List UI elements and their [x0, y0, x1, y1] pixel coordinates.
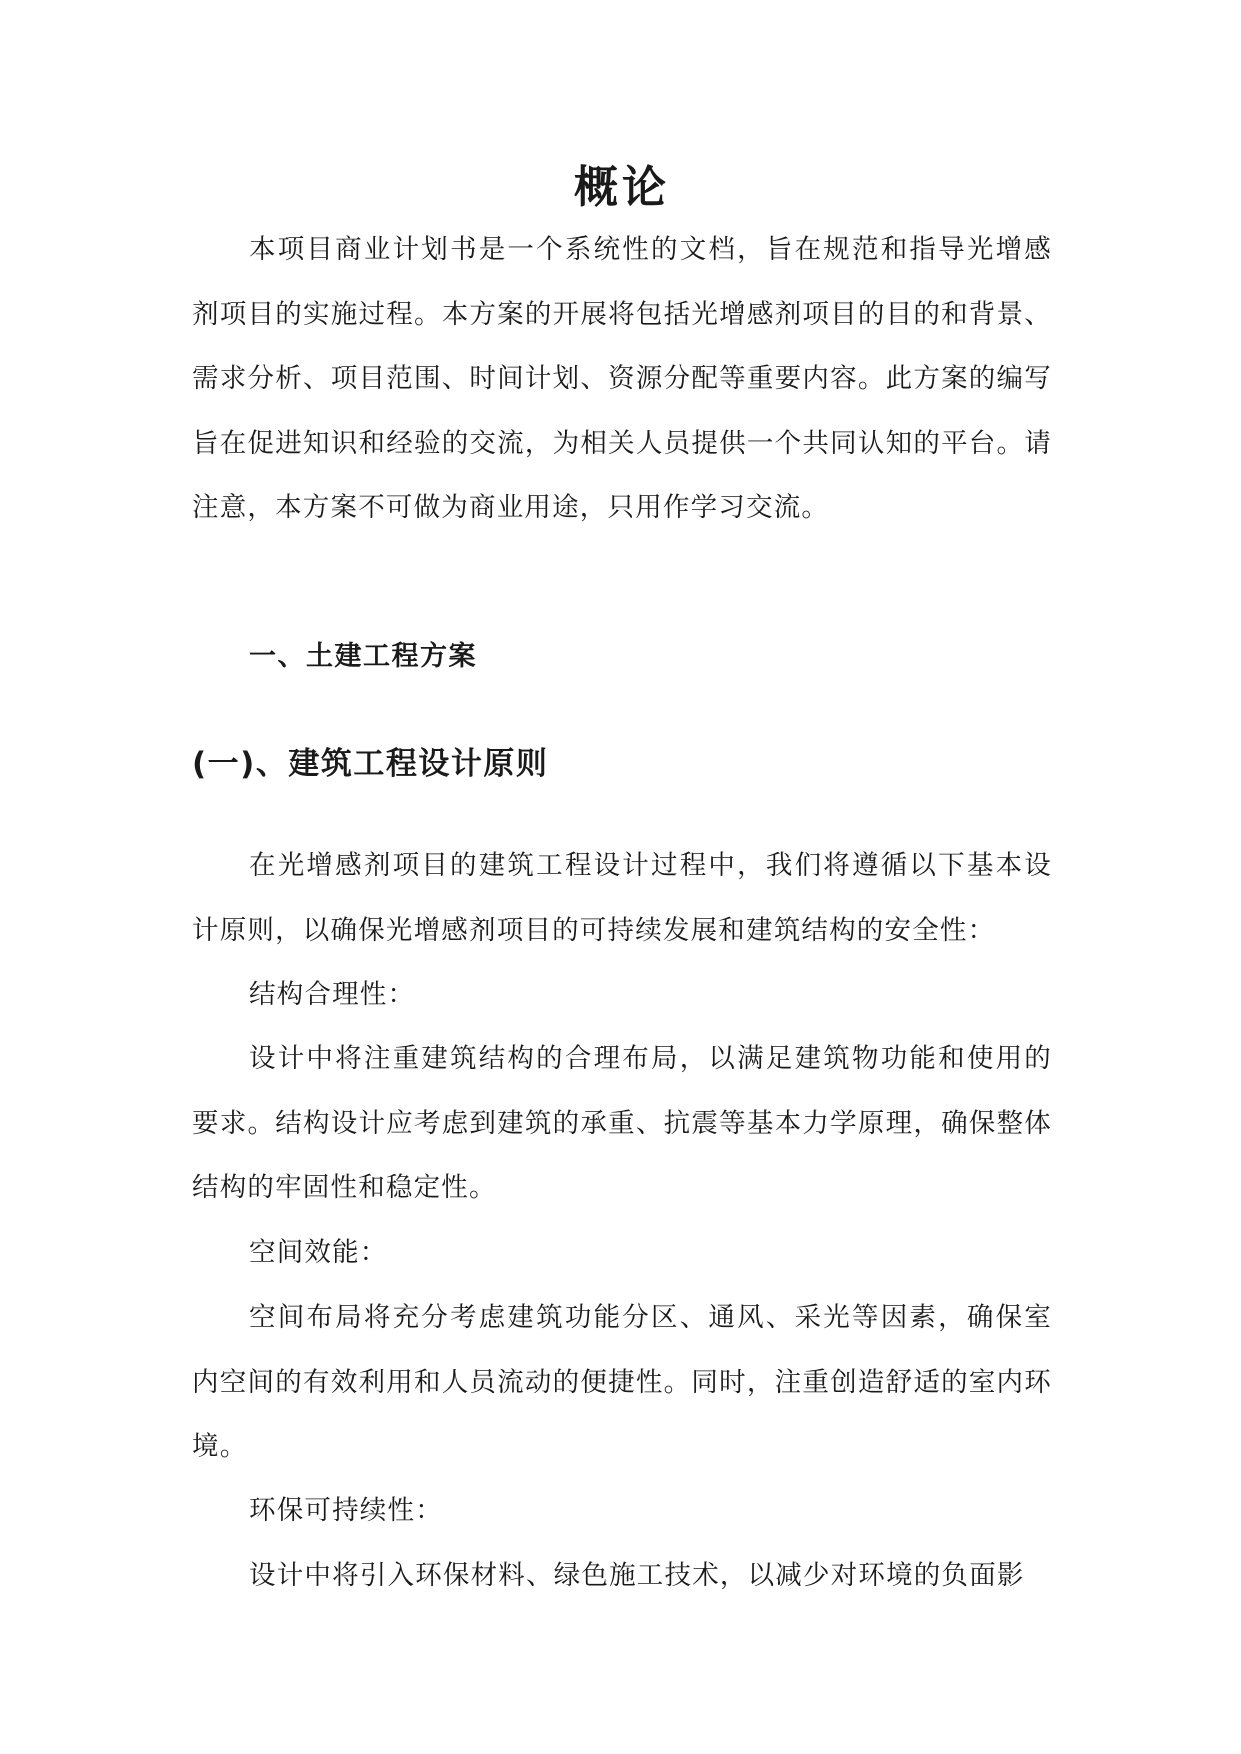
principle-text-space: 空间布局将充分考虑建筑功能分区、通风、采光等因素，确保室内空间的有效利用和人员流动的便捷性。同时，注重创造舒适的室内环境。: [192, 1302, 1052, 1462]
intro-paragraph: 本项目商业计划书是一个系统性的文档，旨在规范和指导光增感剂项目的实施过程。本方案的开展将包括光增感剂项目的目的和背景、需求分析、项目范围、时间计划、资源分配等重要内容。此方案的编写旨在促进知识和经验的交流，为相关人员提供一个共同认知的平台。请注意，本方案不可做为商业用途，只用作学习交流。: [192, 234, 1052, 523]
document-title: 概论: [574, 162, 670, 213]
principle-label-environment: 环保可持续性：: [249, 1495, 443, 1526]
subsection-intro-paragraph: 在光增感剂项目的建筑工程设计过程中，我们将遵循以下基本设计原则，以确保光增感剂项目的可持续发展和建筑结构的安全性：: [192, 850, 1052, 946]
subsection-heading: (一)、建筑工程设计原则: [192, 746, 549, 782]
section-heading: 一、土建工程方案: [249, 641, 477, 672]
principle-label-structure: 结构合理性：: [249, 979, 416, 1010]
principle-text-environment: 设计中将引入环保材料、绿色施工技术，以减少对环境的负面影: [249, 1560, 1025, 1591]
principle-label-space: 空间效能：: [249, 1237, 388, 1268]
principle-text-structure: 设计中将注重建筑结构的合理布局，以满足建筑物功能和使用的要求。结构设计应考虑到建筑的承重、抗震等基本力学原理，确保整体结构的牢固性和稳定性。: [192, 1043, 1052, 1203]
